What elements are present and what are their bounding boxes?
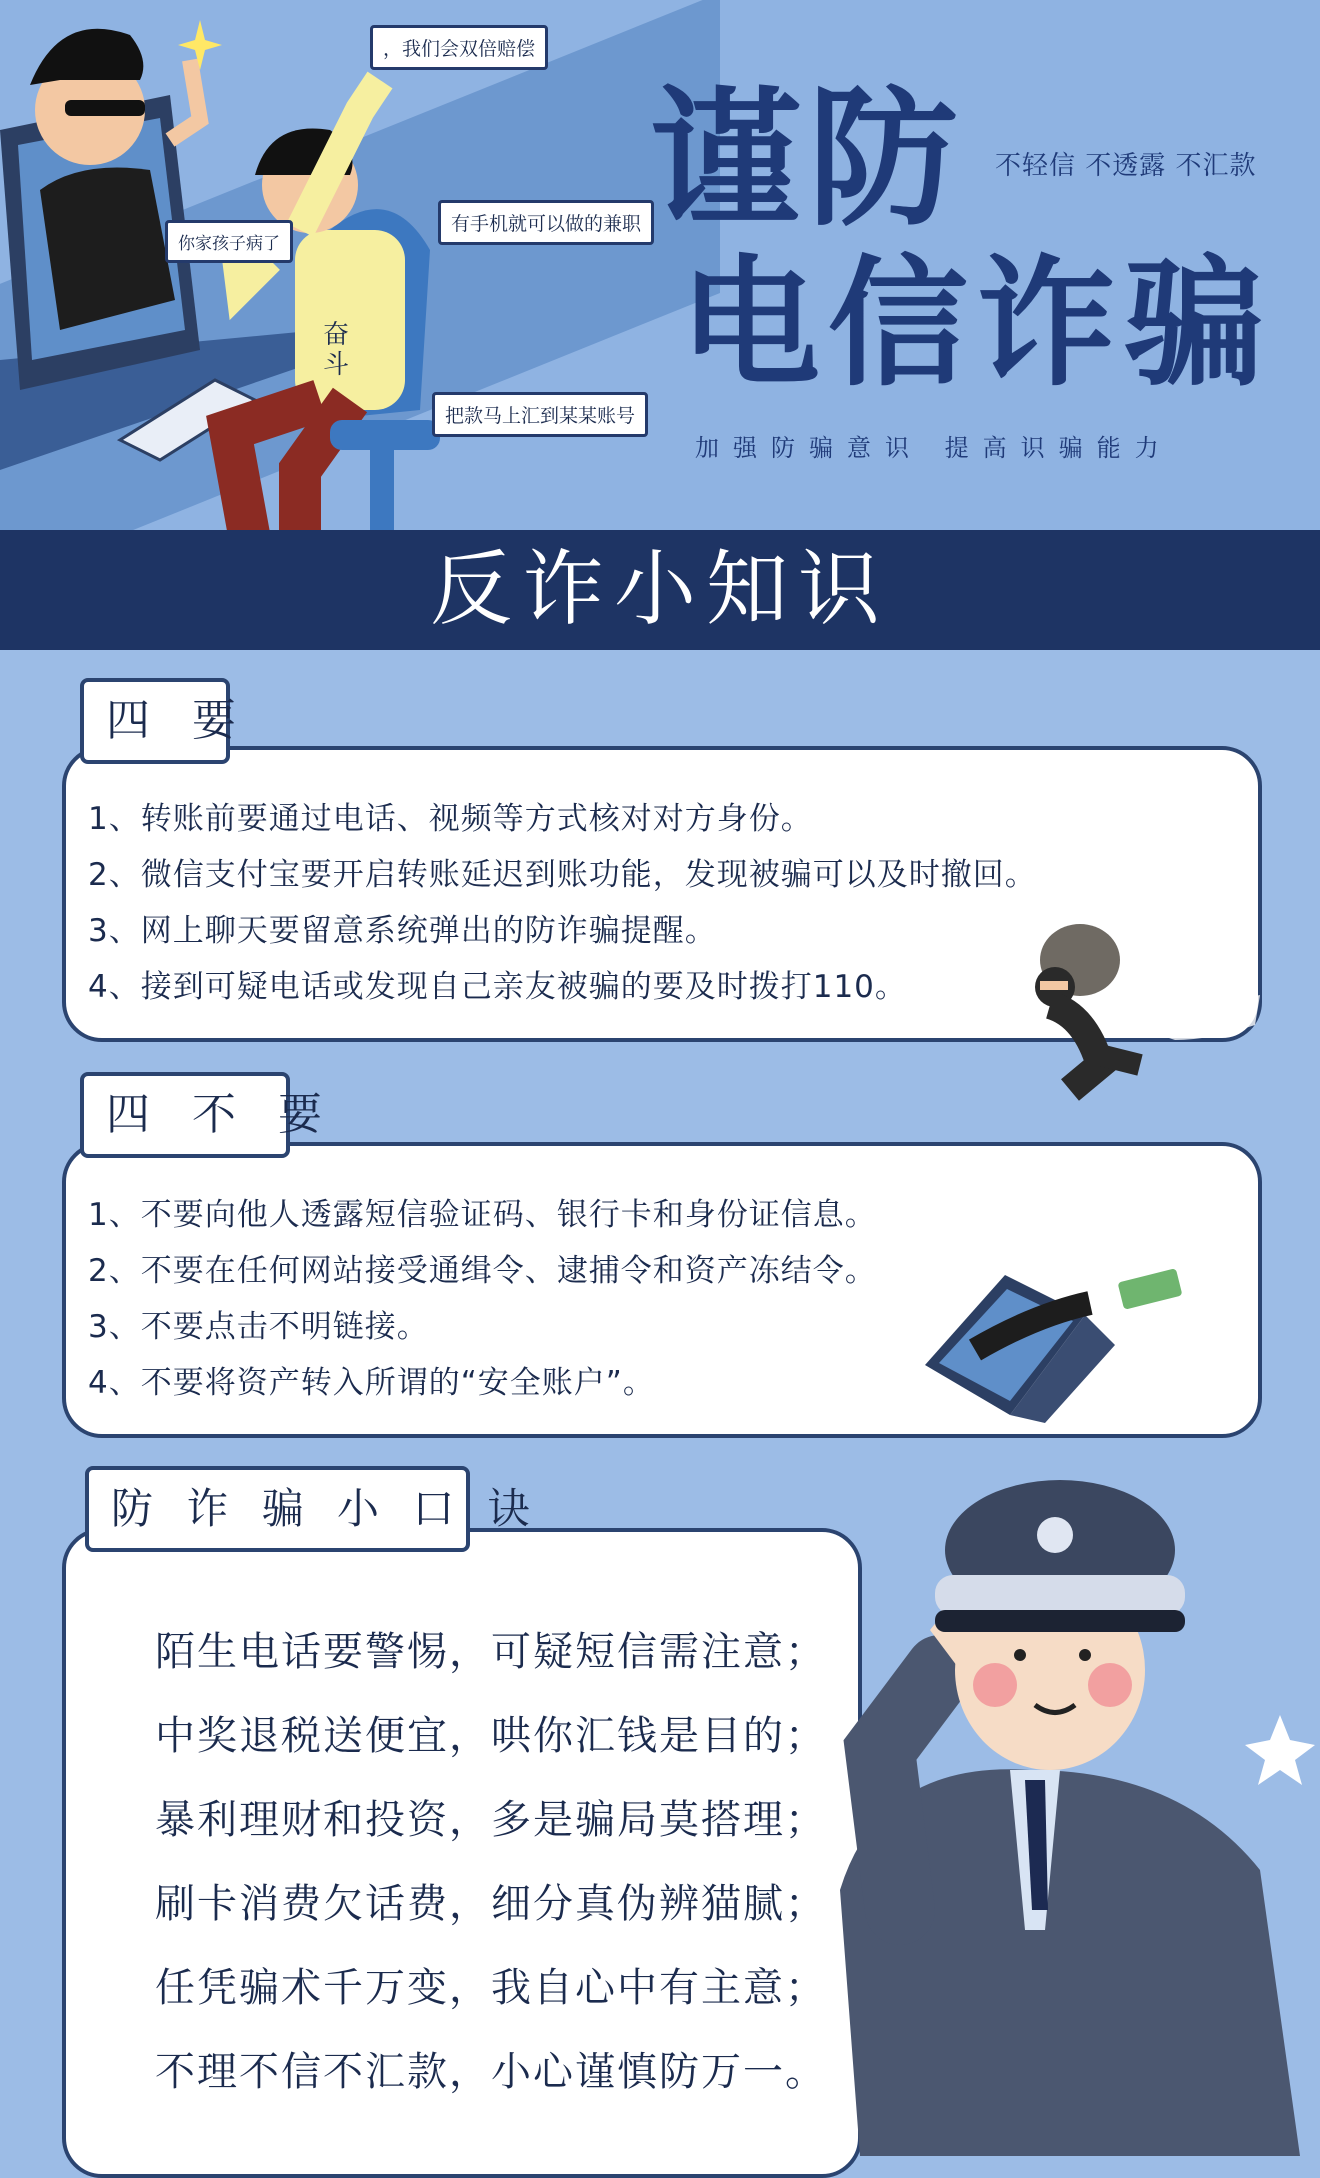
police-officer-illustration [820, 1470, 1320, 2156]
speech-bubble-part-time-job: 有手机就可以做的兼职 [438, 200, 654, 245]
speech-bubble-compensation: ，我们会双倍赔偿 [370, 25, 548, 70]
must-item-1: 1、转账前要通过电话、视频等方式核对对方身份。 [88, 801, 813, 837]
rhyme-line-2: 中奖退税送便宜，哄你汇钱是目的； [155, 1713, 827, 1759]
hero-illustration [0, 0, 1320, 540]
must-item-3: 3、网上聊天要留意系统弹出的防诈骗提醒。 [88, 913, 717, 949]
thief-illustration [1010, 915, 1270, 1115]
rhyme-line-1: 陌生电话要警惕，可疑短信需注意； [155, 1629, 827, 1675]
dont-item-4: 4、不要将资产转入所谓的“安全账户”。 [88, 1365, 655, 1401]
dont-item-1: 1、不要向他人透露短信验证码、银行卡和身份证信息。 [88, 1197, 877, 1233]
shirt-text: 奋斗 [323, 320, 350, 380]
band-title: 反诈小知识 [429, 542, 890, 637]
four-musts-tag: 四 要 [80, 678, 230, 764]
rhyme-tag: 防 诈 骗 小 口 诀 [85, 1466, 470, 1552]
rhyme-line-4: 刷卡消费欠话费，细分真伪辨猫腻； [155, 1881, 827, 1927]
four-donts-tag: 四 不 要 [80, 1072, 290, 1158]
slogan-bottom: 加强防骗意识 提高识骗能力 [695, 434, 1173, 462]
must-item-4: 4、接到可疑电话或发现自己亲友被骗的要及时拨打110。 [88, 969, 907, 1005]
speech-bubble-transfer-money: 把款马上汇到某某账号 [432, 392, 648, 437]
dont-item-3: 3、不要点击不明链接。 [88, 1309, 429, 1345]
rhyme-line-5: 任凭骗术千万变，我自心中有主意； [155, 1965, 827, 2011]
dont-item-2: 2、不要在任何网站接受通缉令、逮捕令和资产冻结令。 [88, 1253, 877, 1289]
slogan-top: 不轻信 不透露 不汇款 [995, 151, 1257, 181]
main-title-line2: 电信诈骗 [680, 243, 1273, 406]
rhyme-line-3: 暴利理财和投资，多是骗局莫搭理； [155, 1797, 827, 1843]
scam-scene-illustration [0, 0, 640, 540]
rhyme-line-6: 不理不信不汇款，小心谨慎防万一。 [155, 2049, 827, 2095]
must-item-2: 2、微信支付宝要开启转账延迟到账功能，发现被骗可以及时撤回。 [88, 857, 1037, 893]
main-title-line1: 谨防 [650, 73, 967, 247]
laptop-hand-illustration [915, 1255, 1205, 1425]
speech-bubble-child-sick: 你家孩子病了 [165, 220, 293, 263]
